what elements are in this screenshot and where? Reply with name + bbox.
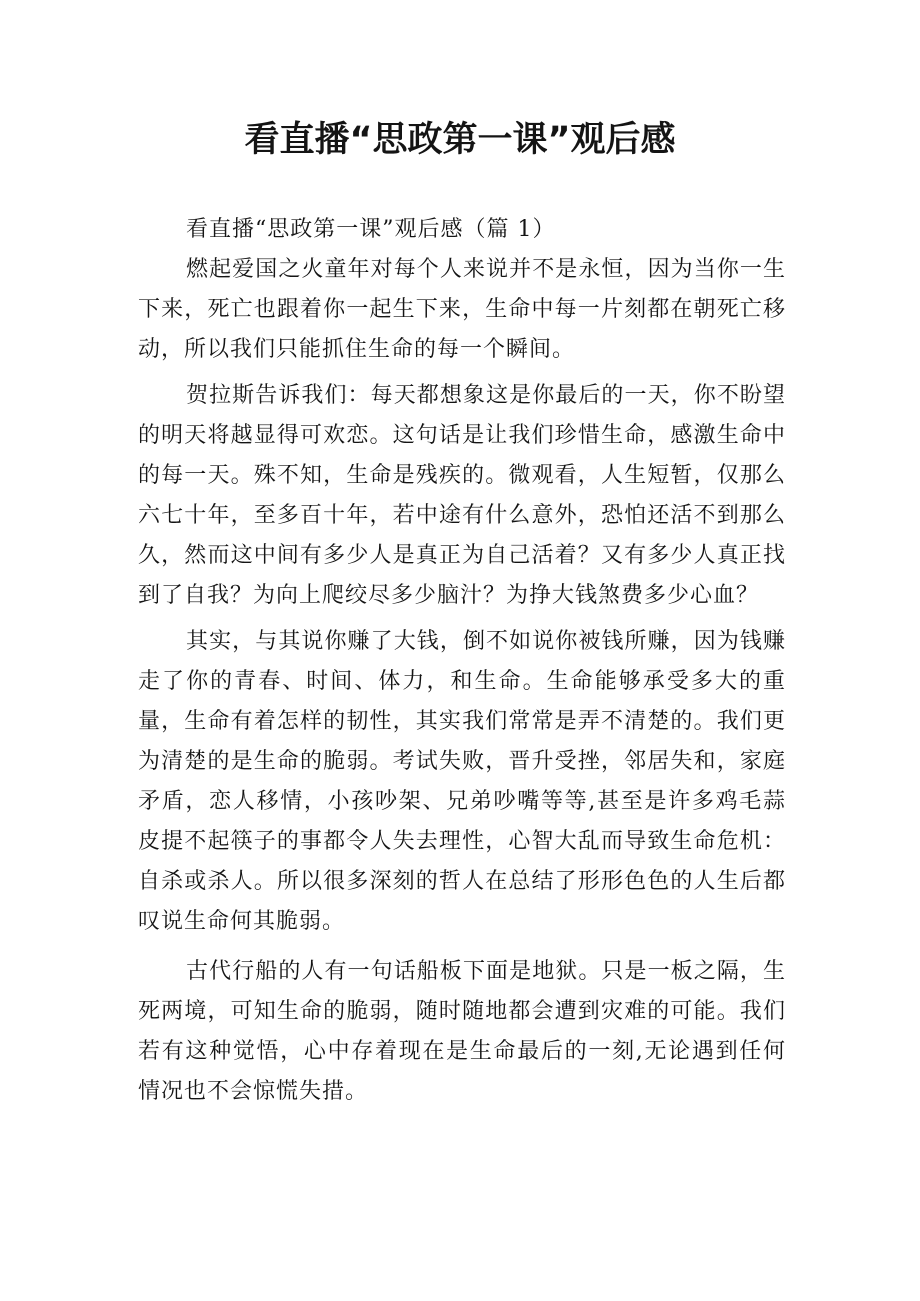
paragraph: 其实，与其说你赚了大钱，倒不如说你被钱所赚，因为钱赚走了你的青春、时间、体力，和生命。生命能够承受多大的重量，生命有着怎样的韧性，其实我们常常是弄不清楚的。我们更为清楚的是生命的脆弱。考试失败，晋升受挫，邻居失和，家庭矛盾，恋人移情，小孩吵架、兄弟吵嘴等等,甚至是许多鸡毛蒜皮提不起筷子的事都令人失去理性，心智大乱而导致生命危机：自杀或杀人。所以很多深刻的哲人在总结了形形色色的人生后都叹说生命何其脆弱。 (138, 629, 786, 934)
paragraph: 古代行船的人有一句话船板下面是地狱。只是一板之隔，生死两境，可知生命的脆弱，随时随地都会遭到灾难的可能。我们若有这种觉悟，心中存着现在是生命最后的一刻,无论遇到任何情况也不会惊慌失措。 (138, 959, 786, 1104)
document-body (138, 210, 786, 1112)
paragraph: 燃起爱国之火童年对每个人来说并不是永恒，因为当你一生下来，死亡也跟着你一起生下来，生命中每一片刻都在朝死亡移动，所以我们只能抓住生命的每一个瞬间。 (138, 257, 786, 362)
document-title: 看直播“思政第一课”观后感 (244, 120, 676, 160)
paragraph: 贺拉斯告诉我们：每天都想象这是你最后的一天，你不盼望的明天将越显得可欢恋。这句话是让我们珍惜生命，感激生命中的每一天。殊不知，生命是残疾的。微观看，人生短暂，仅那么六七十年，至多百十年，若中途有什么意外，恐怕还活不到那么久，然而这中间有多少人是真正为自己活着？又有多少人真正找到了自我？为向上爬绞尽多少脑汁？为挣大钱煞费多少心血？ (138, 383, 786, 608)
section-heading: 看直播“思政第一课”观后感（篇 1） (186, 217, 556, 242)
